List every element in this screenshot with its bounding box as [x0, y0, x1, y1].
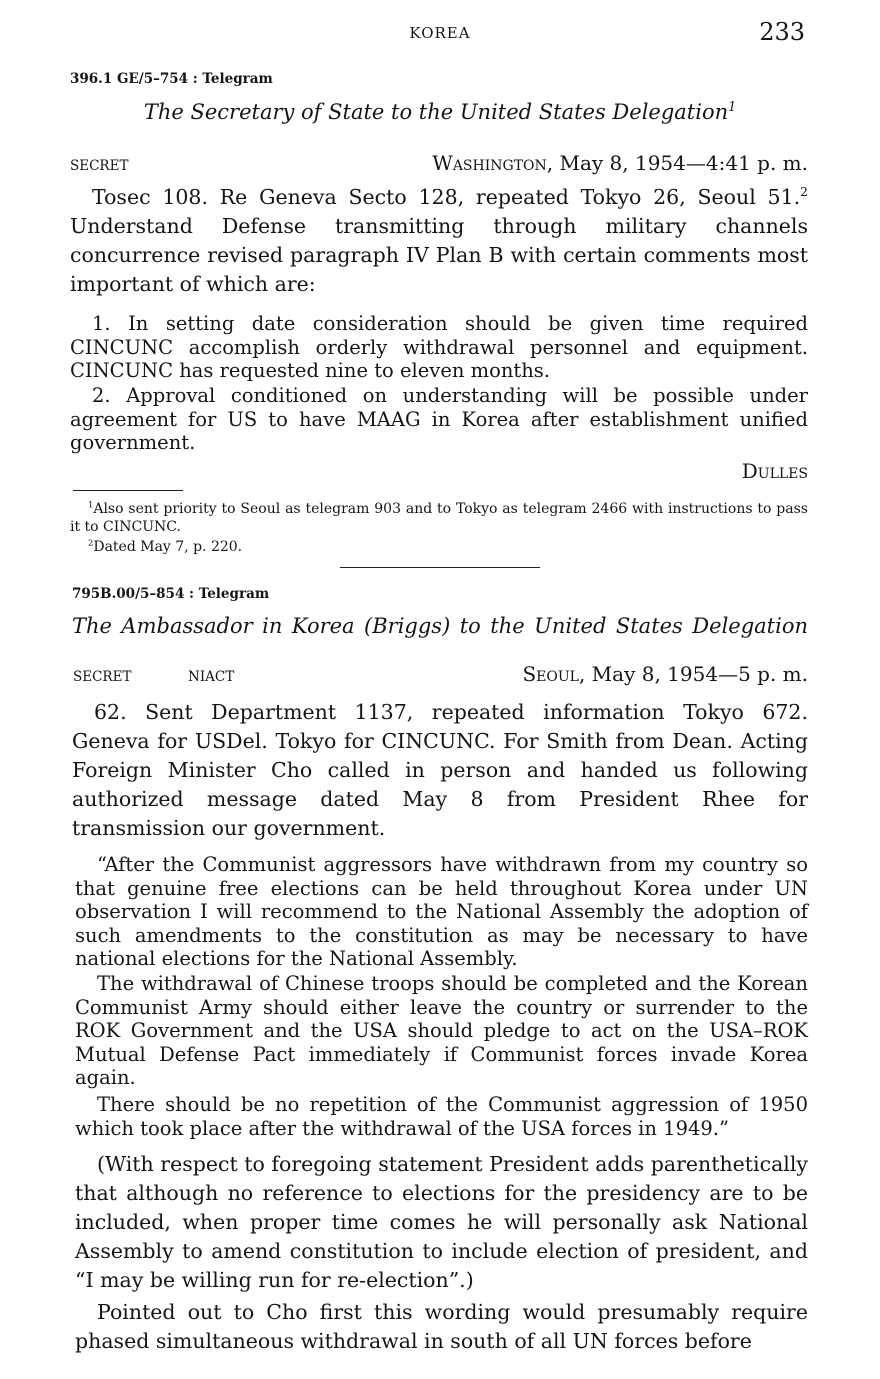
doc2-quote-1: “After the Communist aggressors have withdrawn from my country so that genuine free elections can be held throughout Korea under UN observation I will recommend to the National Assembly the adoption of such amendments to the constitution as may be necessary to have national elections for the National Assembly. — [75, 853, 808, 970]
doc1-dateline — [432, 151, 808, 175]
doc1-para-text: Tosec 108. Re Geneva Secto 128, repeated Tokyo 26, Seoul 51. — [92, 185, 801, 209]
doc1-title — [0, 100, 880, 124]
footnote-separator — [73, 490, 183, 491]
page-number: 233 — [759, 18, 805, 46]
document-separator — [340, 567, 540, 568]
doc1-title-text: The Secretary of State to the United States Delegation — [143, 100, 729, 124]
doc1-item-1: 1. In setting date consideration should be given time required CINCUNC accomplish orderly withdrawal personnel and equipment. CINCUNC has requested nine to eleven months. — [70, 312, 808, 382]
doc2-title-part2: ) to the United States Delegation — [442, 614, 808, 638]
doc2-precedence: NIACT — [188, 669, 235, 685]
footnote-1-text: Also sent priority to Seoul as telegram 903 and to Tokyo as telegram 2466 with instructions to pass it to CINCUNC. — [70, 501, 808, 535]
doc1-place: Washington — [432, 151, 547, 175]
doc2-date: , May 8, 1954—5 p. m. — [578, 662, 808, 686]
doc1-para-footnote-ref: 2 — [800, 185, 808, 200]
footnote-1-mark: 1 — [88, 499, 94, 510]
doc1-item-2: 2. Approval conditioned on understanding will be possible under agreement for US to have MAAG in Korea after establishment unified government. — [70, 384, 808, 454]
doc2-title-name: Briggs — [372, 614, 443, 638]
doc1-date: , May 8, 1954—4:41 p. m. — [546, 151, 808, 175]
doc1-signature: Dulles — [741, 459, 808, 483]
doc2-quote-3: There should be no repetition of the Communist aggression of 1950 which took place after the withdrawal of the USA forces in 1949.” — [75, 1093, 808, 1140]
doc2-title-part1: The Ambassador in Korea ( — [72, 614, 373, 638]
doc1-para-rest: Understand Defense transmitting through military channels concurrence revised paragraph IV Plan B with certain comments most important of which are: — [70, 214, 808, 296]
doc2-classification: SECRET — [73, 669, 132, 685]
doc1-main-paragraph — [70, 183, 808, 299]
running-head: KOREA — [409, 24, 471, 42]
doc1-footnote-1 — [70, 500, 808, 536]
doc2-paragraph-2: (With respect to foregoing statement President adds parenthetically that although no reference to elections for the presidency are to be included, when proper time comes he will personally ask National Assembly to amend constitution to include election of president, and “I may be willing run for re-election”.) — [75, 1152, 808, 1292]
footnote-2-mark: 2 — [88, 537, 94, 548]
footnote-2-text: Dated May 7, p. 220. — [93, 539, 243, 555]
doc1-file-ref: 396.1 GE/5–754 : Telegram — [70, 71, 273, 87]
doc1-classification: SECRET — [70, 158, 129, 174]
doc2-place: Seoul — [522, 662, 579, 686]
doc2-paragraph-1: 62. Sent Department 1137, repeated information Tokyo 672. Geneva for USDel. Tokyo for CINCUNC. For Smith from Dean. Acting Foreign Minister Cho called in person and handed us following authorized message dated May 8 from President Rhee for transmission our government. — [72, 700, 808, 840]
doc1-title-footnote-ref: 1 — [728, 99, 737, 114]
doc1-footnote-2 — [70, 538, 808, 556]
doc2-paragraph-3: Pointed out to Cho first this wording would presumably require phased simultaneous withdrawal in south of all UN forces before — [75, 1300, 808, 1353]
doc2-quote-2: The withdrawal of Chinese troops should be completed and the Korean Communist Army should either leave the country or surrender to the ROK Government and the USA should pledge to act on the USA–ROK Mutual Defense Pact immediately if Communist forces invade Korea again. — [75, 972, 808, 1089]
doc2-dateline — [522, 662, 808, 686]
doc2-title — [72, 614, 808, 638]
doc2-file-ref: 795B.00/5–854 : Telegram — [72, 586, 270, 602]
